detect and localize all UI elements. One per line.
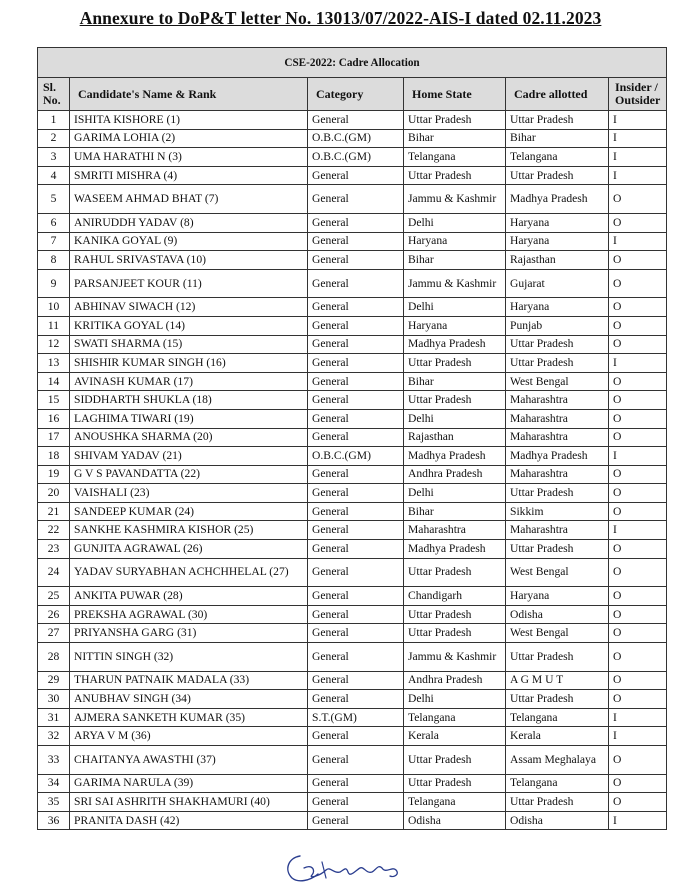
row-insider-outsider: O bbox=[609, 372, 667, 391]
row-category: General bbox=[308, 298, 404, 317]
row-candidate-name: ARYA V M (36) bbox=[70, 727, 308, 746]
row-cadre-allotted: A G M U T bbox=[506, 671, 609, 690]
header-sl-no: Sl. No. bbox=[38, 78, 70, 111]
table-row bbox=[38, 269, 667, 298]
row-candidate-name: SHISHIR KUMAR SINGH (16) bbox=[70, 354, 308, 373]
row-candidate-name: ABHINAV SIWACH (12) bbox=[70, 298, 308, 317]
row-cadre-allotted: Uttar Pradesh bbox=[506, 643, 609, 672]
row-candidate-name: PARSANJEET KOUR (11) bbox=[70, 269, 308, 298]
row-candidate-name: G V S PAVANDATTA (22) bbox=[70, 465, 308, 484]
row-cadre-allotted: Maharashtra bbox=[506, 465, 609, 484]
table-row bbox=[38, 354, 667, 373]
row-cadre-allotted: West Bengal bbox=[506, 372, 609, 391]
row-insider-outsider: I bbox=[609, 727, 667, 746]
row-category: General bbox=[308, 558, 404, 587]
row-sl-no: 2 bbox=[38, 129, 70, 148]
row-sl-no: 19 bbox=[38, 465, 70, 484]
table-row bbox=[38, 605, 667, 624]
row-category: S.T.(GM) bbox=[308, 708, 404, 727]
row-candidate-name: GARIMA NARULA (39) bbox=[70, 774, 308, 793]
row-category: General bbox=[308, 502, 404, 521]
row-cadre-allotted: Odisha bbox=[506, 811, 609, 830]
row-sl-no: 1 bbox=[38, 111, 70, 130]
row-home-state: Jammu & Kashmir bbox=[404, 643, 506, 672]
row-category: General bbox=[308, 690, 404, 709]
row-candidate-name: RAHUL SRIVASTAVA (10) bbox=[70, 251, 308, 270]
row-cadre-allotted: Madhya Pradesh bbox=[506, 185, 609, 214]
row-insider-outsider: O bbox=[609, 465, 667, 484]
row-cadre-allotted: Uttar Pradesh bbox=[506, 111, 609, 130]
table-row bbox=[38, 372, 667, 391]
row-insider-outsider: O bbox=[609, 587, 667, 606]
row-insider-outsider: O bbox=[609, 540, 667, 559]
table-row bbox=[38, 558, 667, 587]
row-category: General bbox=[308, 269, 404, 298]
row-cadre-allotted: Maharashtra bbox=[506, 428, 609, 447]
table-row bbox=[38, 129, 667, 148]
row-cadre-allotted: Madhya Pradesh bbox=[506, 447, 609, 466]
row-home-state: Odisha bbox=[404, 811, 506, 830]
row-insider-outsider: O bbox=[609, 298, 667, 317]
row-sl-no: 11 bbox=[38, 316, 70, 335]
row-home-state: Uttar Pradesh bbox=[404, 774, 506, 793]
table-row bbox=[38, 148, 667, 167]
row-insider-outsider: O bbox=[609, 558, 667, 587]
row-insider-outsider: O bbox=[609, 428, 667, 447]
table-row bbox=[38, 316, 667, 335]
row-insider-outsider: I bbox=[609, 129, 667, 148]
row-home-state: Jammu & Kashmir bbox=[404, 185, 506, 214]
row-home-state: Telangana bbox=[404, 793, 506, 812]
row-cadre-allotted: Telangana bbox=[506, 708, 609, 727]
row-cadre-allotted: Kerala bbox=[506, 727, 609, 746]
row-cadre-allotted: Uttar Pradesh bbox=[506, 166, 609, 185]
row-sl-no: 30 bbox=[38, 690, 70, 709]
row-category: General bbox=[308, 213, 404, 232]
row-cadre-allotted: Uttar Pradesh bbox=[506, 335, 609, 354]
row-sl-no: 34 bbox=[38, 774, 70, 793]
row-home-state: Telangana bbox=[404, 148, 506, 167]
row-insider-outsider: O bbox=[609, 484, 667, 503]
row-home-state: Kerala bbox=[404, 727, 506, 746]
row-sl-no: 18 bbox=[38, 447, 70, 466]
row-cadre-allotted: Uttar Pradesh bbox=[506, 540, 609, 559]
table-row bbox=[38, 111, 667, 130]
row-category: General bbox=[308, 465, 404, 484]
row-sl-no: 28 bbox=[38, 643, 70, 672]
row-home-state: Uttar Pradesh bbox=[404, 746, 506, 775]
row-category: General bbox=[308, 671, 404, 690]
row-category: General bbox=[308, 409, 404, 428]
row-candidate-name: SANDEEP KUMAR (24) bbox=[70, 502, 308, 521]
table-row bbox=[38, 671, 667, 690]
row-candidate-name: SHIVAM YADAV (21) bbox=[70, 447, 308, 466]
table-row bbox=[38, 502, 667, 521]
row-cadre-allotted: West Bengal bbox=[506, 558, 609, 587]
table-row bbox=[38, 690, 667, 709]
row-home-state: Uttar Pradesh bbox=[404, 624, 506, 643]
row-cadre-allotted: Uttar Pradesh bbox=[506, 484, 609, 503]
table-row bbox=[38, 624, 667, 643]
row-candidate-name: SRI SAI ASHRITH SHAKHAMURI (40) bbox=[70, 793, 308, 812]
row-insider-outsider: O bbox=[609, 335, 667, 354]
header-insider-outsider: Insider / Outsider bbox=[609, 78, 667, 111]
row-candidate-name: PRANITA DASH (42) bbox=[70, 811, 308, 830]
row-candidate-name: SANKHE KASHMIRA KISHOR (25) bbox=[70, 521, 308, 540]
row-sl-no: 14 bbox=[38, 372, 70, 391]
row-cadre-allotted: Rajasthan bbox=[506, 251, 609, 270]
row-insider-outsider: O bbox=[609, 605, 667, 624]
row-home-state: Maharashtra bbox=[404, 521, 506, 540]
row-candidate-name: PRIYANSHA GARG (31) bbox=[70, 624, 308, 643]
row-insider-outsider: O bbox=[609, 502, 667, 521]
row-insider-outsider: I bbox=[609, 708, 667, 727]
row-home-state: Madhya Pradesh bbox=[404, 540, 506, 559]
row-candidate-name: ANIRUDDH YADAV (8) bbox=[70, 213, 308, 232]
row-home-state: Uttar Pradesh bbox=[404, 354, 506, 373]
row-home-state: Bihar bbox=[404, 129, 506, 148]
row-sl-no: 4 bbox=[38, 166, 70, 185]
row-category: General bbox=[308, 624, 404, 643]
row-insider-outsider: O bbox=[609, 409, 667, 428]
row-candidate-name: GARIMA LOHIA (2) bbox=[70, 129, 308, 148]
row-category: General bbox=[308, 727, 404, 746]
row-category: General bbox=[308, 774, 404, 793]
row-home-state: Jammu & Kashmir bbox=[404, 269, 506, 298]
row-home-state: Bihar bbox=[404, 372, 506, 391]
row-insider-outsider: I bbox=[609, 111, 667, 130]
row-home-state: Delhi bbox=[404, 484, 506, 503]
table-caption: CSE-2022: Cadre Allocation bbox=[38, 48, 667, 78]
table-row bbox=[38, 708, 667, 727]
row-category: General bbox=[308, 335, 404, 354]
row-insider-outsider: I bbox=[609, 148, 667, 167]
row-cadre-allotted: Bihar bbox=[506, 129, 609, 148]
row-candidate-name: SMRITI MISHRA (4) bbox=[70, 166, 308, 185]
row-category: General bbox=[308, 391, 404, 410]
row-sl-no: 32 bbox=[38, 727, 70, 746]
row-sl-no: 12 bbox=[38, 335, 70, 354]
row-sl-no: 13 bbox=[38, 354, 70, 373]
row-candidate-name: LAGHIMA TIWARI (19) bbox=[70, 409, 308, 428]
row-home-state: Chandigarh bbox=[404, 587, 506, 606]
row-category: General bbox=[308, 605, 404, 624]
row-candidate-name: UMA HARATHI N (3) bbox=[70, 148, 308, 167]
row-home-state: Uttar Pradesh bbox=[404, 558, 506, 587]
row-home-state: Uttar Pradesh bbox=[404, 166, 506, 185]
row-cadre-allotted: Maharashtra bbox=[506, 409, 609, 428]
row-category: General bbox=[308, 746, 404, 775]
row-sl-no: 3 bbox=[38, 148, 70, 167]
row-category: General bbox=[308, 793, 404, 812]
row-candidate-name: THARUN PATNAIK MADALA (33) bbox=[70, 671, 308, 690]
row-cadre-allotted: Telangana bbox=[506, 148, 609, 167]
row-candidate-name: NITTIN SINGH (32) bbox=[70, 643, 308, 672]
row-category: General bbox=[308, 111, 404, 130]
row-sl-no: 9 bbox=[38, 269, 70, 298]
row-insider-outsider: I bbox=[609, 354, 667, 373]
row-cadre-allotted: Maharashtra bbox=[506, 521, 609, 540]
row-category: O.B.C.(GM) bbox=[308, 447, 404, 466]
row-cadre-allotted: Uttar Pradesh bbox=[506, 793, 609, 812]
row-insider-outsider: O bbox=[609, 793, 667, 812]
table-header-row bbox=[38, 78, 667, 111]
header-candidate-name: Candidate's Name & Rank bbox=[70, 78, 308, 111]
table-row bbox=[38, 428, 667, 447]
row-candidate-name: KANIKA GOYAL (9) bbox=[70, 232, 308, 251]
row-home-state: Madhya Pradesh bbox=[404, 335, 506, 354]
row-cadre-allotted: Telangana bbox=[506, 774, 609, 793]
row-cadre-allotted: Odisha bbox=[506, 605, 609, 624]
row-sl-no: 26 bbox=[38, 605, 70, 624]
table-row bbox=[38, 335, 667, 354]
table-row bbox=[38, 484, 667, 503]
row-category: General bbox=[308, 587, 404, 606]
row-cadre-allotted: Gujarat bbox=[506, 269, 609, 298]
row-cadre-allotted: Assam Meghalaya bbox=[506, 746, 609, 775]
row-candidate-name: ANUBHAV SINGH (34) bbox=[70, 690, 308, 709]
row-insider-outsider: I bbox=[609, 447, 667, 466]
row-insider-outsider: O bbox=[609, 316, 667, 335]
table-row bbox=[38, 213, 667, 232]
cadre-allocation-table bbox=[37, 47, 667, 830]
row-cadre-allotted: Haryana bbox=[506, 213, 609, 232]
table-row bbox=[38, 298, 667, 317]
row-category: General bbox=[308, 484, 404, 503]
row-home-state: Telangana bbox=[404, 708, 506, 727]
row-candidate-name: YADAV SURYABHAN ACHCHHELAL (27) bbox=[70, 558, 308, 587]
row-home-state: Haryana bbox=[404, 232, 506, 251]
row-candidate-name: AJMERA SANKETH KUMAR (35) bbox=[70, 708, 308, 727]
row-cadre-allotted: Haryana bbox=[506, 587, 609, 606]
row-insider-outsider: O bbox=[609, 746, 667, 775]
row-sl-no: 35 bbox=[38, 793, 70, 812]
row-sl-no: 29 bbox=[38, 671, 70, 690]
row-insider-outsider: O bbox=[609, 391, 667, 410]
table-caption-row bbox=[38, 48, 667, 78]
row-home-state: Delhi bbox=[404, 298, 506, 317]
row-home-state: Andhra Pradesh bbox=[404, 671, 506, 690]
row-candidate-name: SIDDHARTH SHUKLA (18) bbox=[70, 391, 308, 410]
row-cadre-allotted: Haryana bbox=[506, 232, 609, 251]
handwritten-signature bbox=[282, 848, 412, 884]
table-body bbox=[38, 111, 667, 830]
row-sl-no: 15 bbox=[38, 391, 70, 410]
row-cadre-allotted: West Bengal bbox=[506, 624, 609, 643]
row-home-state: Madhya Pradesh bbox=[404, 447, 506, 466]
table-row bbox=[38, 521, 667, 540]
table-row bbox=[38, 447, 667, 466]
row-category: General bbox=[308, 232, 404, 251]
row-cadre-allotted: Haryana bbox=[506, 298, 609, 317]
row-candidate-name: PREKSHA AGRAWAL (30) bbox=[70, 605, 308, 624]
row-sl-no: 23 bbox=[38, 540, 70, 559]
row-home-state: Uttar Pradesh bbox=[404, 391, 506, 410]
row-category: General bbox=[308, 354, 404, 373]
row-home-state: Uttar Pradesh bbox=[404, 111, 506, 130]
row-candidate-name: ANKITA PUWAR (28) bbox=[70, 587, 308, 606]
table-row bbox=[38, 391, 667, 410]
row-candidate-name: CHAITANYA AWASTHI (37) bbox=[70, 746, 308, 775]
row-insider-outsider: I bbox=[609, 166, 667, 185]
header-category: Category bbox=[308, 78, 404, 111]
row-candidate-name: VAISHALI (23) bbox=[70, 484, 308, 503]
row-sl-no: 6 bbox=[38, 213, 70, 232]
row-candidate-name: GUNJITA AGRAWAL (26) bbox=[70, 540, 308, 559]
row-category: General bbox=[308, 316, 404, 335]
table-row bbox=[38, 465, 667, 484]
row-category: General bbox=[308, 166, 404, 185]
row-category: General bbox=[308, 643, 404, 672]
row-home-state: Delhi bbox=[404, 409, 506, 428]
row-category: General bbox=[308, 540, 404, 559]
table-row bbox=[38, 746, 667, 775]
table-row bbox=[38, 643, 667, 672]
table-row bbox=[38, 185, 667, 214]
row-sl-no: 33 bbox=[38, 746, 70, 775]
row-cadre-allotted: Maharashtra bbox=[506, 391, 609, 410]
row-insider-outsider: O bbox=[609, 213, 667, 232]
row-cadre-allotted: Uttar Pradesh bbox=[506, 690, 609, 709]
table-row bbox=[38, 774, 667, 793]
row-sl-no: 17 bbox=[38, 428, 70, 447]
header-home-state: Home State bbox=[404, 78, 506, 111]
row-candidate-name: AVINASH KUMAR (17) bbox=[70, 372, 308, 391]
row-home-state: Andhra Pradesh bbox=[404, 465, 506, 484]
row-insider-outsider: O bbox=[609, 185, 667, 214]
row-insider-outsider: O bbox=[609, 643, 667, 672]
row-home-state: Uttar Pradesh bbox=[404, 605, 506, 624]
row-category: O.B.C.(GM) bbox=[308, 129, 404, 148]
header-cadre-allotted: Cadre allotted bbox=[506, 78, 609, 111]
document-title: Annexure to DoP&T letter No. 13013/07/2022-AIS-I dated 02.11.2023 bbox=[79, 8, 602, 28]
row-sl-no: 24 bbox=[38, 558, 70, 587]
table-row bbox=[38, 587, 667, 606]
row-sl-no: 31 bbox=[38, 708, 70, 727]
row-candidate-name: SWATI SHARMA (15) bbox=[70, 335, 308, 354]
table-row bbox=[38, 232, 667, 251]
row-candidate-name: WASEEM AHMAD BHAT (7) bbox=[70, 185, 308, 214]
row-category: General bbox=[308, 521, 404, 540]
row-cadre-allotted: Sikkim bbox=[506, 502, 609, 521]
row-insider-outsider: O bbox=[609, 251, 667, 270]
row-sl-no: 25 bbox=[38, 587, 70, 606]
row-category: General bbox=[308, 811, 404, 830]
row-insider-outsider: O bbox=[609, 624, 667, 643]
row-sl-no: 7 bbox=[38, 232, 70, 251]
row-sl-no: 22 bbox=[38, 521, 70, 540]
row-sl-no: 8 bbox=[38, 251, 70, 270]
row-category: General bbox=[308, 428, 404, 447]
row-insider-outsider: I bbox=[609, 811, 667, 830]
table-row bbox=[38, 166, 667, 185]
row-insider-outsider: I bbox=[609, 232, 667, 251]
row-sl-no: 16 bbox=[38, 409, 70, 428]
row-candidate-name: ISHITA KISHORE (1) bbox=[70, 111, 308, 130]
row-sl-no: 10 bbox=[38, 298, 70, 317]
row-sl-no: 5 bbox=[38, 185, 70, 214]
table-row bbox=[38, 540, 667, 559]
row-home-state: Haryana bbox=[404, 316, 506, 335]
row-candidate-name: KRITIKA GOYAL (14) bbox=[70, 316, 308, 335]
row-sl-no: 21 bbox=[38, 502, 70, 521]
table-row bbox=[38, 793, 667, 812]
table-row bbox=[38, 409, 667, 428]
row-sl-no: 20 bbox=[38, 484, 70, 503]
row-home-state: Delhi bbox=[404, 690, 506, 709]
row-insider-outsider: O bbox=[609, 774, 667, 793]
row-category: General bbox=[308, 185, 404, 214]
row-category: General bbox=[308, 251, 404, 270]
row-candidate-name: ANOUSHKA SHARMA (20) bbox=[70, 428, 308, 447]
row-home-state: Rajasthan bbox=[404, 428, 506, 447]
row-category: General bbox=[308, 372, 404, 391]
row-insider-outsider: O bbox=[609, 690, 667, 709]
table-row bbox=[38, 811, 667, 830]
table-row bbox=[38, 251, 667, 270]
row-insider-outsider: I bbox=[609, 521, 667, 540]
row-home-state: Bihar bbox=[404, 251, 506, 270]
row-cadre-allotted: Uttar Pradesh bbox=[506, 354, 609, 373]
row-sl-no: 27 bbox=[38, 624, 70, 643]
table-row bbox=[38, 727, 667, 746]
row-category: O.B.C.(GM) bbox=[308, 148, 404, 167]
row-insider-outsider: O bbox=[609, 671, 667, 690]
row-sl-no: 36 bbox=[38, 811, 70, 830]
row-home-state: Bihar bbox=[404, 502, 506, 521]
row-cadre-allotted: Punjab bbox=[506, 316, 609, 335]
row-home-state: Delhi bbox=[404, 213, 506, 232]
row-insider-outsider: O bbox=[609, 269, 667, 298]
